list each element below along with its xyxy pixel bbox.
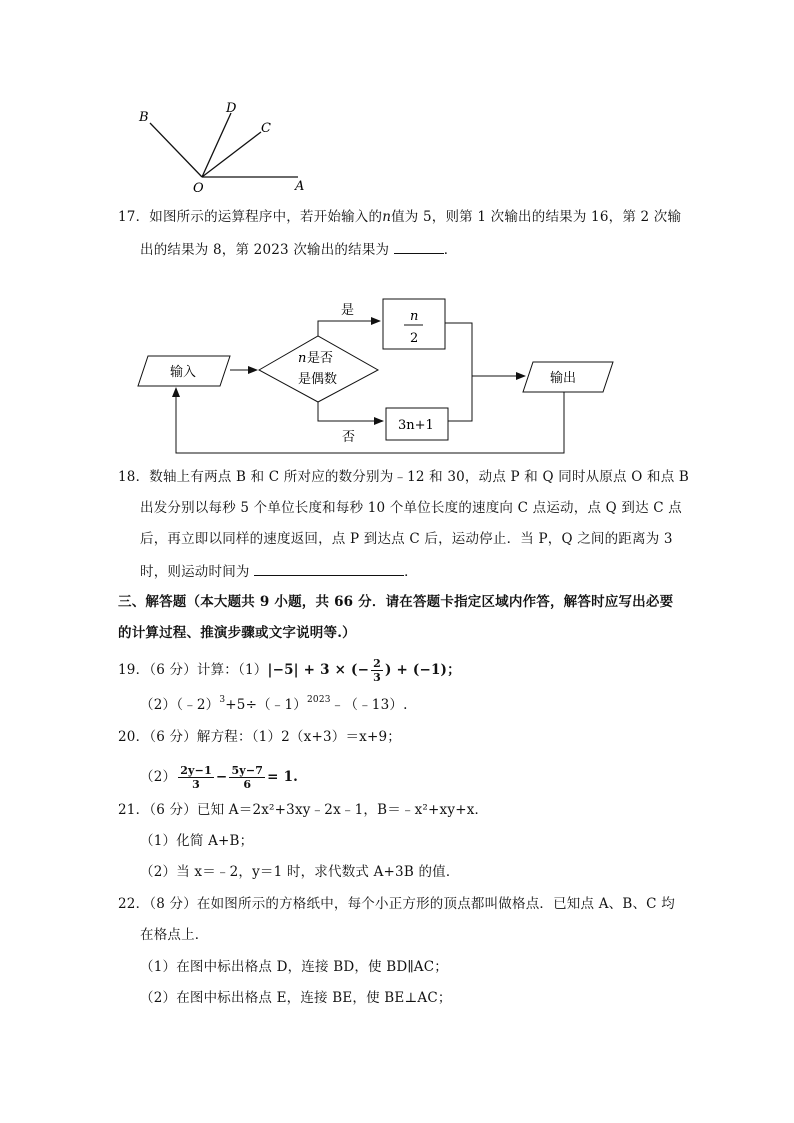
q19-line1 [118,657,461,684]
q19-part2-exp: 3 [219,695,226,705]
label-a: A [295,179,305,194]
q17-var: n [382,209,392,225]
ray-od [202,113,231,177]
q20-frac2 [229,764,265,791]
q20-minus: − [215,769,228,785]
q18-line2: 出发分别以每秒 5 个单位长度和每秒 10 个单位长度的速度向 C 点运动，点 Q 到达 C 点 [140,500,683,516]
expr-label: 3n+1 [398,418,434,433]
q18-line4-text: 时，则运动时间为 [140,564,250,580]
no-branch-line [318,402,383,421]
section3-line1: 三、解答题（本大题共 9 小题，共 66 分．请在答题卡指定区域内作答，解答时应写出必要 [118,594,674,610]
cond-var: n [298,351,307,366]
q17-line2 [140,239,457,259]
q19-part2-a: （2）（﹣2） [140,697,220,713]
fraction-num: n [410,309,419,324]
label-b: B [139,110,149,125]
yes-branch-line [318,321,380,336]
condition-diamond [259,336,378,402]
label-d: D [226,101,237,116]
q17-line1-text: 17．如图所示的运算程序中，若开始输入的 [118,209,383,225]
label-c: C [261,121,271,136]
q22-part1: （1）在图中标出格点 D，连接 BD，使 BD∥AC； [140,959,448,975]
q18-line4-end: ． [404,564,418,580]
q20-line2 [140,764,298,791]
q22-line2: 在格点上． [140,927,209,943]
q20-frac1-den: 3 [192,778,200,791]
q19-head: 19．（6 分）计算：（1） [118,662,268,678]
q22-part2: （2）在图中标出格点 E，连接 BE，使 BE⊥AC； [140,990,452,1006]
flowchart [130,290,630,460]
q21-part2: （2）当 x＝﹣2，y＝1 时，求代数式 A+3B 的值． [140,864,460,880]
q18-answer-blank[interactable] [254,561,404,576]
q21-part1: （1）化简 A+B； [140,833,254,849]
q20-frac2-den: 6 [243,778,252,791]
ray-oc [202,132,261,177]
q17-line2-end: ． [443,242,458,258]
cond-line1: 是否 [307,351,334,366]
fraction-den: 2 [410,331,419,346]
input-label: 输入 [170,365,197,380]
q19-fraction [371,657,383,684]
q18-line1: 18．数轴上有两点 B 和 C 所对应的数分别为﹣12 和 30，动点 P 和 Q 同时从原点 O 和点 B [118,469,690,485]
q20-frac1 [178,764,214,791]
q19-part2-c: ﹣（﹣13）. [330,697,408,713]
q20-frac2-num: 5y−7 [231,764,264,777]
q19-line2 [140,696,408,714]
yes-label: 是 [341,303,355,318]
ray-ob [150,123,202,177]
cond-line2: 是偶数 [298,372,338,387]
output-label: 输出 [550,371,577,386]
q19-part2-exp2: 2023 [306,695,331,705]
q19-expr1-b: ) + (−1)； [384,662,461,678]
angle-figure [130,95,330,200]
q19-expr1-a: |−5| + 3 × (− [267,662,370,678]
q20-line1: 20．（6 分）解方程：（1）2（x+3）＝x+9； [118,729,401,745]
q20-part2: （2） [140,769,177,785]
section3-line2: 的计算过程、推演步骤或文字说明等.） [118,625,356,641]
q19-part2-b: +5÷（﹣1） [225,697,307,713]
q17-line1 [118,208,681,226]
q17-answer-blank[interactable] [394,239,444,254]
no-label: 否 [342,430,356,445]
q20-frac1-num: 2y−1 [180,764,212,777]
q21-line1: 21．（6 分）已知 A＝2x²+3xy﹣2x﹣1，B＝﹣x²+xy+x． [118,802,489,818]
q17-line1-rest: 值为 5，则第 1 次输出的结果为 16，第 2 次输 [391,209,682,225]
q17-line2-text: 出的结果为 8，第 2023 次输出的结果为 [140,242,390,258]
q22-line1: 22．（8 分）在如图所示的方格纸中，每个小正方形的顶点都叫做格点．已知点 A、B、C 均 [118,896,675,912]
q18-line4 [140,561,418,581]
q20-rhs: = 1. [267,769,299,785]
q19-frac-num: 2 [373,657,381,670]
q19-frac-den: 3 [373,671,381,684]
q18-line3: 后，再立即以同样的速度返回，点 P 到达点 C 后，运动停止．当 P，Q 之间的距离为 3 [140,531,673,547]
merge-line-top [445,323,472,421]
label-o: O [193,181,204,196]
